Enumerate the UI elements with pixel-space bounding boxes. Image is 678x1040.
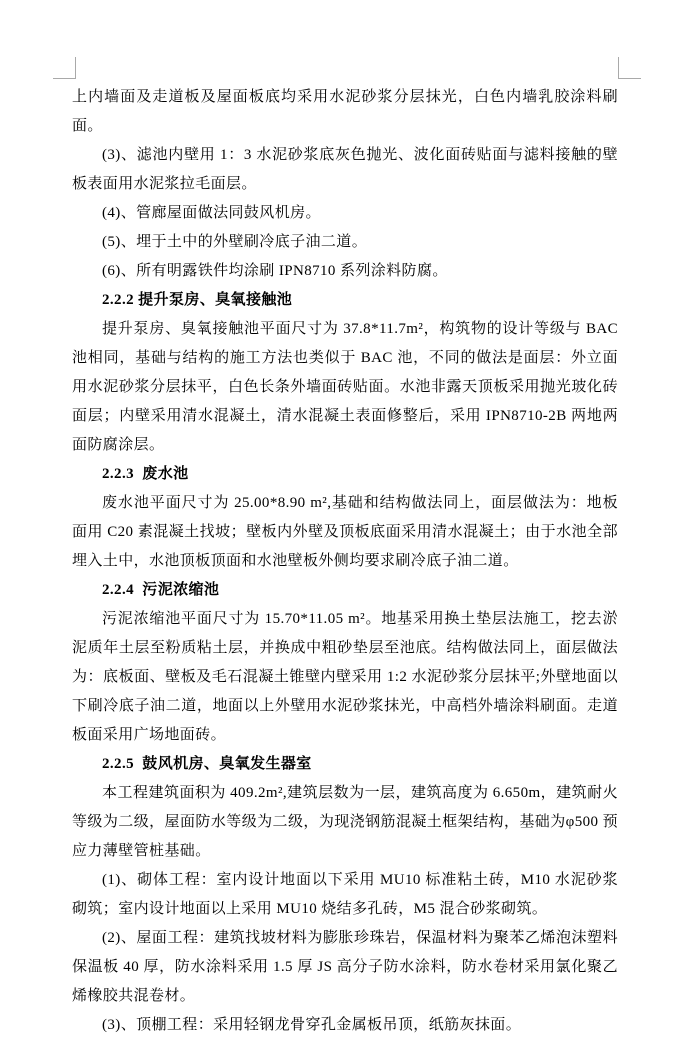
paragraph-item-2-roofing: (2)、屋面工程：建筑找坡材料为膨胀珍珠岩，保温材料为聚苯乙烯泡沫塑料保温板 40 厚，防水涂料采用 1.5 厚 JS 高分子防水涂料，防水卷材采用氯化聚乙烯橡胶共混卷材。 xyxy=(72,930,618,1004)
section-heading-2-2-4: 2.2.4 污泥浓缩池 xyxy=(102,582,220,598)
paragraph-item-3: (3)、滤池内壁用 1：3 水泥砂浆底灰色抛光、波化面砖贴面与滤料接触的壁板表面用水泥浆拉毛面层。 xyxy=(72,147,618,192)
text-boundary-mark-top-right xyxy=(618,57,641,79)
paragraph-section-2-2-2: 提升泵房、臭氧接触池平面尺寸为 37.8*11.7m²，构筑物的设计等级与 BAC 池相同，基础与结构的施工方法也类似于 BAC 池，不同的做法是面层：外立面用水泥砂浆分层抹平，白色长条外墙面砖贴面。水池非露天顶板采用抛光玻化砖面层；内壁采用清水混凝土，清水混凝土表面修整后，采用 IPN8710-2B 两地两面防腐涂层。 xyxy=(72,321,618,453)
text-boundary-mark-top-left xyxy=(53,57,76,79)
section-heading-2-2-3: 2.2.3 废水池 xyxy=(102,466,189,482)
paragraph-section-2-2-5-intro: 本工程建筑面积为 409.2m²,建筑层数为一层，建筑高度为 6.650m，建筑耐火等级为二级，屋面防水等级为二级，为现浇钢筋混凝土框架结构，基础为φ500 预应力薄壁管桩基础。 xyxy=(72,785,618,859)
section-heading-2-2-2: 2.2.2 提升泵房、臭氧接触池 xyxy=(102,292,293,308)
paragraph-item-4: (4)、管廊屋面做法同鼓风机房。 xyxy=(102,205,321,221)
paragraph-continuation: 上内墙面及走道板及屋面板底均采用水泥砂浆分层抹光，白色内墙乳胶涂料刷面。 xyxy=(72,89,618,134)
paragraph-item-5: (5)、埋于土中的外壁刷冷底子油二道。 xyxy=(102,234,368,250)
paragraph-item-6: (6)、所有明露铁件均涂刷 IPN8710 系列涂料防腐。 xyxy=(102,263,448,279)
paragraph-item-3-ceiling: (3)、顶棚工程：采用轻钢龙骨穿孔金属板吊顶，纸筋灰抹面。 xyxy=(102,1017,522,1033)
paragraph-section-2-2-3: 废水池平面尺寸为 25.00*8.90 m²,基础和结构做法同上，面层做法为：地板面用 C20 素混凝土找坡；壁板内外壁及顶板底面采用清水混凝土；由于水池全部埋入土中，水池顶板顶面和水池壁板外侧均要求刷冷底子油二道。 xyxy=(72,495,618,569)
paragraph-item-1-masonry: (1)、砌体工程：室内设计地面以下采用 MU10 标准粘土砖，M10 水泥砂浆砌筑；室内设计地面以上采用 MU10 烧结多孔砖，M5 混合砂浆砌筑。 xyxy=(72,872,618,917)
paragraph-section-2-2-4: 污泥浓缩池平面尺寸为 15.70*11.05 m²。地基采用换土垫层法施工，挖去淤泥质年土层至粉质粘土层，并换成中粗砂垫层至池底。结构做法同上，面层做法为：底板面、壁板及毛石混凝土锥壁内壁采用 1:2 水泥砂浆分层抹平;外壁地面以下刷冷底子油二道，地面以上外壁用水泥砂浆抹光，中高档外墙涂料刷面。走道板面采用广场地面砖。 xyxy=(72,611,618,743)
section-heading-2-2-5: 2.2.5 鼓风机房、臭氧发生器室 xyxy=(102,756,312,772)
document-body xyxy=(72,83,618,1040)
